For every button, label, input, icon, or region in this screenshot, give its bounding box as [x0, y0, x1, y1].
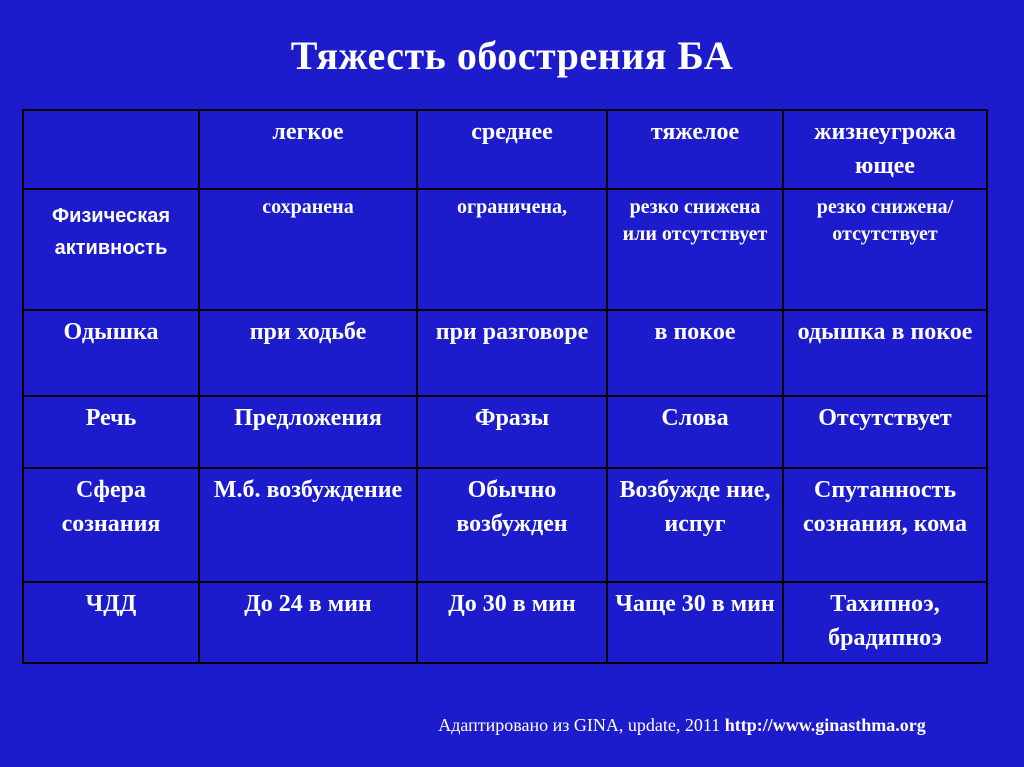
row-label-dyspnea: Одышка	[23, 310, 199, 396]
table-cell: Слова	[607, 396, 783, 468]
row-label-physical-activity: Физическая активность	[23, 189, 199, 310]
table-row	[23, 310, 987, 396]
header-cell-mild: легкое	[199, 110, 417, 189]
table-cell: До 30 в мин	[417, 582, 607, 663]
table-cell: Спутанность сознания, кома	[783, 468, 987, 582]
table-cell: Возбужде ние, испуг	[607, 468, 783, 582]
table-cell: при ходьбе	[199, 310, 417, 396]
table-cell: ограничена,	[417, 189, 607, 310]
table-cell: Фразы	[417, 396, 607, 468]
table-row	[23, 189, 987, 310]
row-label-respiratory-rate: ЧДД	[23, 582, 199, 663]
table-header-row	[23, 110, 987, 189]
header-cell-severe: тяжелое	[607, 110, 783, 189]
table-cell: резко снижена/ отсутствует	[783, 189, 987, 310]
table-cell: М.б. возбуждение	[199, 468, 417, 582]
table-cell: Предложения	[199, 396, 417, 468]
source-footnote	[0, 715, 1024, 736]
table-cell: Тахипноэ, брадипноэ	[783, 582, 987, 663]
table-cell: Обычно возбужден	[417, 468, 607, 582]
table-row	[23, 396, 987, 468]
source-link[interactable]: http://www.ginasthma.org	[724, 715, 926, 735]
table-cell: в покое	[607, 310, 783, 396]
header-cell-moderate: среднее	[417, 110, 607, 189]
header-corner-cell	[23, 110, 199, 189]
table-cell: резко снижена или отсутствует	[607, 189, 783, 310]
table-cell: одышка в покое	[783, 310, 987, 396]
row-label-speech: Речь	[23, 396, 199, 468]
table-cell: Чаще 30 в мин	[607, 582, 783, 663]
header-cell-life-threatening: жизнеугрожа ющее	[783, 110, 987, 189]
slide-title: Тяжесть обострения БА	[290, 33, 734, 78]
table-cell: сохранена	[199, 189, 417, 310]
table-row	[23, 582, 987, 663]
row-label-consciousness: Сфера сознания	[23, 468, 199, 582]
table-cell: при разговоре	[417, 310, 607, 396]
table-row	[23, 468, 987, 582]
source-citation: Адаптировано из GINA, update, 2011	[438, 715, 721, 735]
table-cell: До 24 в мин	[199, 582, 417, 663]
severity-table	[22, 109, 988, 664]
table-cell: Отсутствует	[783, 396, 987, 468]
